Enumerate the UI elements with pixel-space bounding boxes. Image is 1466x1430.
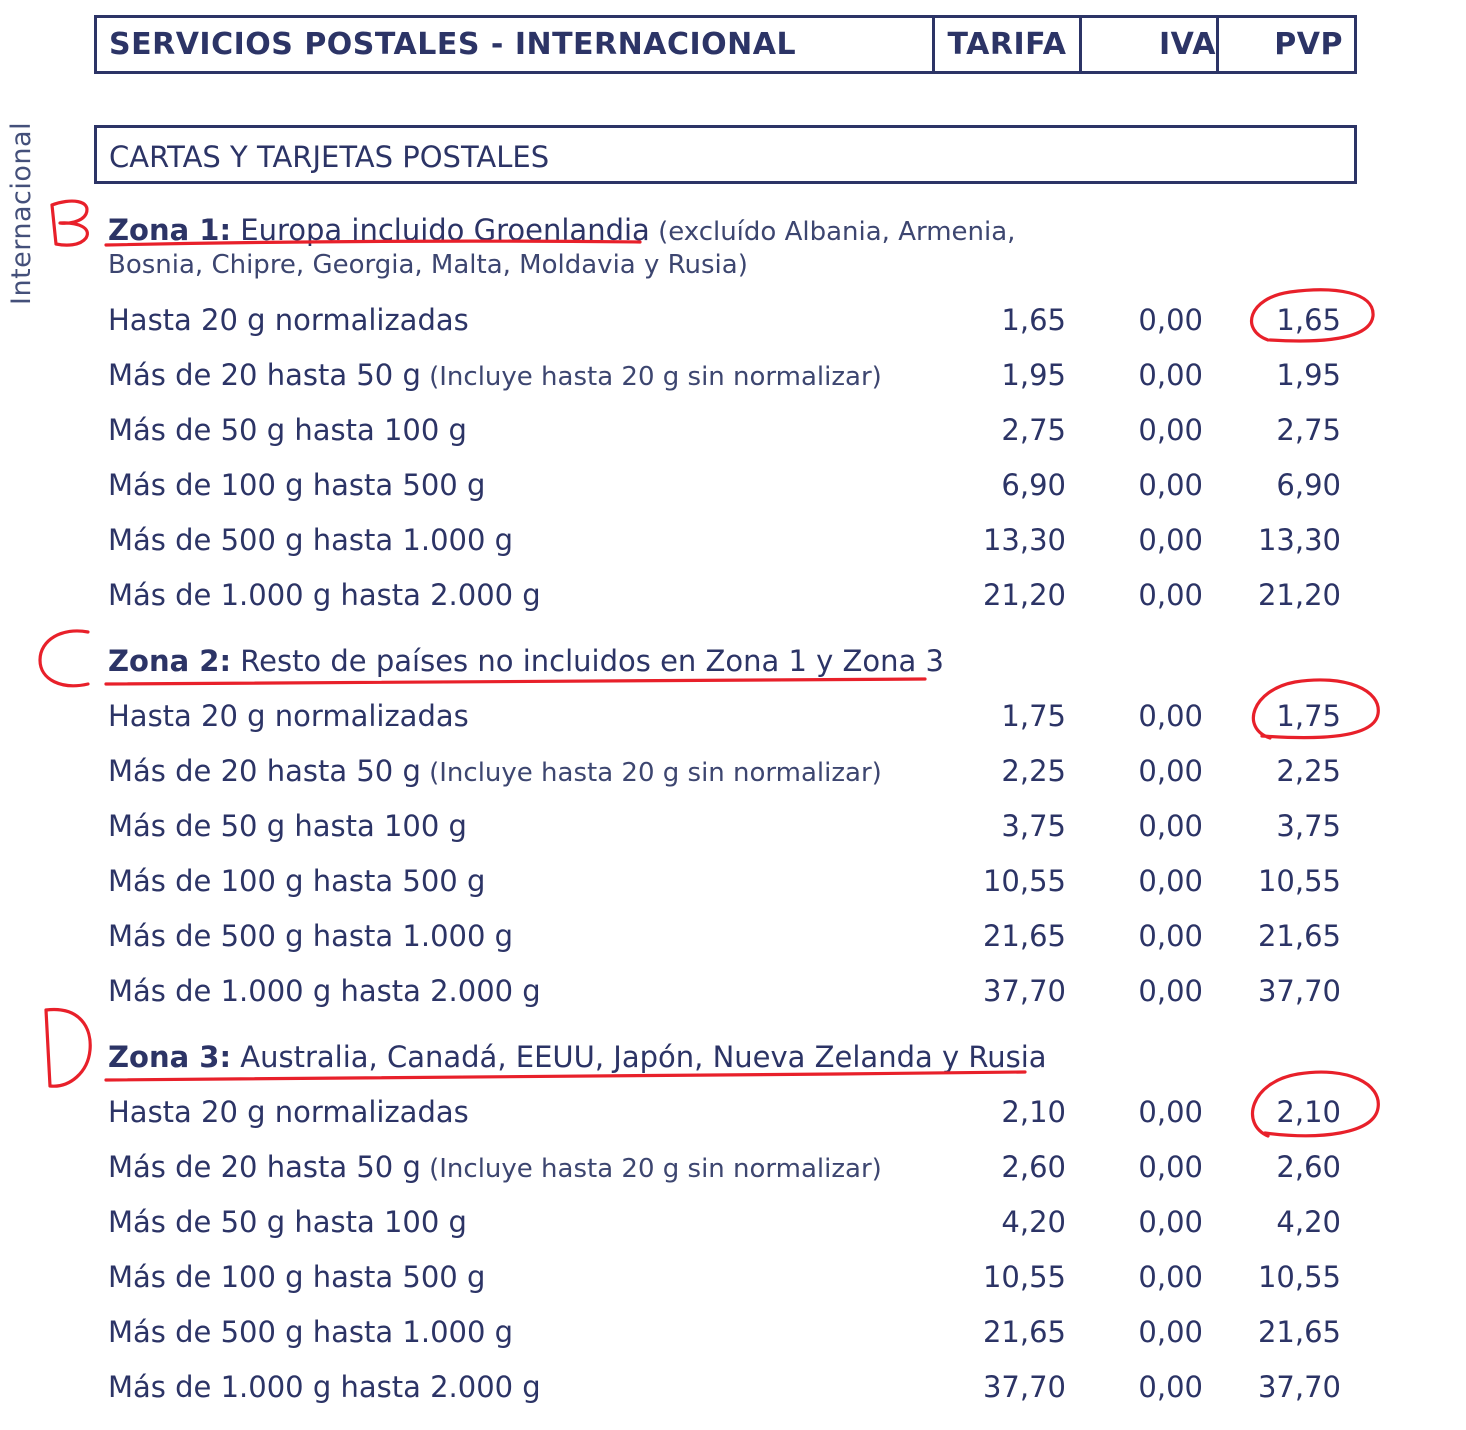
- iva-value: 0,00: [1138, 358, 1203, 392]
- pvp-value: 1,95: [1276, 358, 1341, 392]
- pvp-value: 1,65: [1276, 303, 1341, 337]
- tarifa-value: 2,60: [1001, 1150, 1066, 1184]
- row-label: Más de 100 g hasta 500 g: [108, 1260, 486, 1294]
- annotation-letter-b: [52, 201, 87, 245]
- iva-value: 0,00: [1138, 864, 1203, 898]
- table-row: [108, 1205, 1348, 1245]
- table-row: [108, 754, 1348, 794]
- annotation-letter-d: [46, 1010, 90, 1087]
- iva-value: 0,00: [1138, 974, 1203, 1008]
- iva-value: 0,00: [1138, 578, 1203, 612]
- pvp-value: 21,65: [1257, 1315, 1341, 1349]
- zone-description: Resto de países no incluidos en Zona 1 y Zona 3: [231, 644, 944, 678]
- pvp-value: 13,30: [1257, 523, 1341, 557]
- table-row: [108, 413, 1348, 453]
- annotation-letter-c: [40, 631, 88, 686]
- iva-value: 0,00: [1138, 1095, 1203, 1129]
- table-row: [108, 699, 1348, 739]
- pvp-value: 3,75: [1276, 809, 1341, 843]
- table-row: [108, 1260, 1348, 1300]
- tarifa-value: 3,75: [1001, 809, 1066, 843]
- table-row: [108, 974, 1348, 1014]
- pvp-value: 2,10: [1276, 1095, 1341, 1129]
- iva-value: 0,00: [1138, 754, 1203, 788]
- table-row: [108, 919, 1348, 959]
- zone-label: Zona 2:: [108, 644, 232, 678]
- zone-3-title: [108, 1040, 1047, 1074]
- section-header: [94, 125, 1357, 184]
- row-label: Más de 500 g hasta 1.000 g: [108, 523, 514, 557]
- iva-value: 0,00: [1138, 919, 1203, 953]
- iva-value: 0,00: [1138, 1150, 1203, 1184]
- row-label: Hasta 20 g normalizadas: [108, 699, 469, 733]
- tarifa-value: 13,30: [982, 523, 1066, 557]
- header-col-tarifa: TARIFA: [947, 27, 1067, 62]
- pvp-value: 6,90: [1276, 468, 1341, 502]
- tarifa-value: 21,20: [982, 578, 1066, 612]
- row-label: Más de 20 hasta 50 g (Incluye hasta 20 g sin normalizar): [108, 1150, 882, 1184]
- row-label: Hasta 20 g normalizadas: [108, 303, 469, 337]
- table-row: [108, 1315, 1348, 1355]
- zone-2-title: [108, 644, 944, 678]
- pvp-value: 21,20: [1257, 578, 1341, 612]
- pvp-value: 2,75: [1276, 413, 1341, 447]
- pvp-value: 37,70: [1257, 1370, 1341, 1404]
- pvp-value: 4,20: [1276, 1205, 1341, 1239]
- annotation-underline: [106, 679, 925, 684]
- zone-1-note-line2: Bosnia, Chipre, Georgia, Malta, Moldavia y Rusia): [108, 250, 748, 280]
- table-row: [108, 523, 1348, 563]
- iva-value: 0,00: [1138, 303, 1203, 337]
- row-label: Más de 20 hasta 50 g (Incluye hasta 20 g sin normalizar): [108, 754, 882, 788]
- price-table-header: [94, 15, 1357, 74]
- iva-value: 0,00: [1138, 1370, 1203, 1404]
- header-col-pvp: PVP: [1274, 27, 1343, 62]
- header-title: SERVICIOS POSTALES - INTERNACIONAL: [109, 27, 797, 62]
- tarifa-value: 10,55: [982, 864, 1066, 898]
- row-label: Más de 1.000 g hasta 2.000 g: [108, 578, 541, 612]
- pvp-value: 21,65: [1257, 919, 1341, 953]
- tarifa-value: 37,70: [982, 974, 1066, 1008]
- pvp-value: 2,60: [1276, 1150, 1341, 1184]
- row-label: Más de 50 g hasta 100 g: [108, 1205, 467, 1239]
- table-row: [108, 864, 1348, 904]
- iva-value: 0,00: [1138, 523, 1203, 557]
- tarifa-value: 21,65: [982, 919, 1066, 953]
- row-label: Más de 50 g hasta 100 g: [108, 809, 467, 843]
- pvp-value: 37,70: [1257, 974, 1341, 1008]
- table-row: [108, 358, 1348, 398]
- header-col-iva: IVA: [1158, 27, 1216, 62]
- side-label: Internacional: [6, 121, 37, 305]
- tarifa-value: 2,75: [1001, 413, 1066, 447]
- iva-value: 0,00: [1138, 1205, 1203, 1239]
- iva-value: 0,00: [1138, 1315, 1203, 1349]
- zone-1-title: [108, 213, 1015, 247]
- zone-note: (excluído Albania, Armenia,: [649, 217, 1016, 247]
- zone-description: Australia, Canadá, EEUU, Japón, Nueva Zelanda y Rusia: [231, 1040, 1047, 1074]
- table-row: [108, 1150, 1348, 1190]
- table-row: [108, 809, 1348, 849]
- tarifa-value: 4,20: [1001, 1205, 1066, 1239]
- iva-value: 0,00: [1138, 1260, 1203, 1294]
- section-title: CARTAS Y TARJETAS POSTALES: [109, 140, 550, 174]
- tarifa-value: 37,70: [982, 1370, 1066, 1404]
- row-label: Más de 1.000 g hasta 2.000 g: [108, 974, 541, 1008]
- pvp-value: 1,75: [1276, 699, 1341, 733]
- iva-value: 0,00: [1138, 468, 1203, 502]
- tarifa-value: 21,65: [982, 1315, 1066, 1349]
- row-label: Más de 20 hasta 50 g (Incluye hasta 20 g sin normalizar): [108, 358, 882, 392]
- tarifa-value: 10,55: [982, 1260, 1066, 1294]
- row-label: Más de 1.000 g hasta 2.000 g: [108, 1370, 541, 1404]
- zone-description: Europa incluido Groenlandia: [231, 213, 650, 247]
- row-label: Más de 500 g hasta 1.000 g: [108, 1315, 514, 1349]
- pvp-value: 10,55: [1257, 864, 1341, 898]
- row-label: Hasta 20 g normalizadas: [108, 1095, 469, 1129]
- tarifa-value: 1,65: [1001, 303, 1066, 337]
- table-row: [108, 303, 1348, 343]
- iva-value: 0,00: [1138, 809, 1203, 843]
- table-row: [108, 578, 1348, 618]
- zone-label: Zona 3:: [108, 1040, 232, 1074]
- row-label: Más de 100 g hasta 500 g: [108, 864, 486, 898]
- row-label: Más de 50 g hasta 100 g: [108, 413, 467, 447]
- pvp-value: 10,55: [1257, 1260, 1341, 1294]
- tarifa-value: 2,10: [1001, 1095, 1066, 1129]
- iva-value: 0,00: [1138, 413, 1203, 447]
- pvp-value: 2,25: [1276, 754, 1341, 788]
- table-row: [108, 1370, 1348, 1410]
- row-label: Más de 100 g hasta 500 g: [108, 468, 486, 502]
- table-row: [108, 1095, 1348, 1135]
- row-label: Más de 500 g hasta 1.000 g: [108, 919, 514, 953]
- tarifa-value: 1,95: [1001, 358, 1066, 392]
- tarifa-value: 6,90: [1001, 468, 1066, 502]
- iva-value: 0,00: [1138, 699, 1203, 733]
- tarifa-value: 2,25: [1001, 754, 1066, 788]
- tarifa-value: 1,75: [1001, 699, 1066, 733]
- table-row: [108, 468, 1348, 508]
- zone-label: Zona 1:: [108, 213, 232, 247]
